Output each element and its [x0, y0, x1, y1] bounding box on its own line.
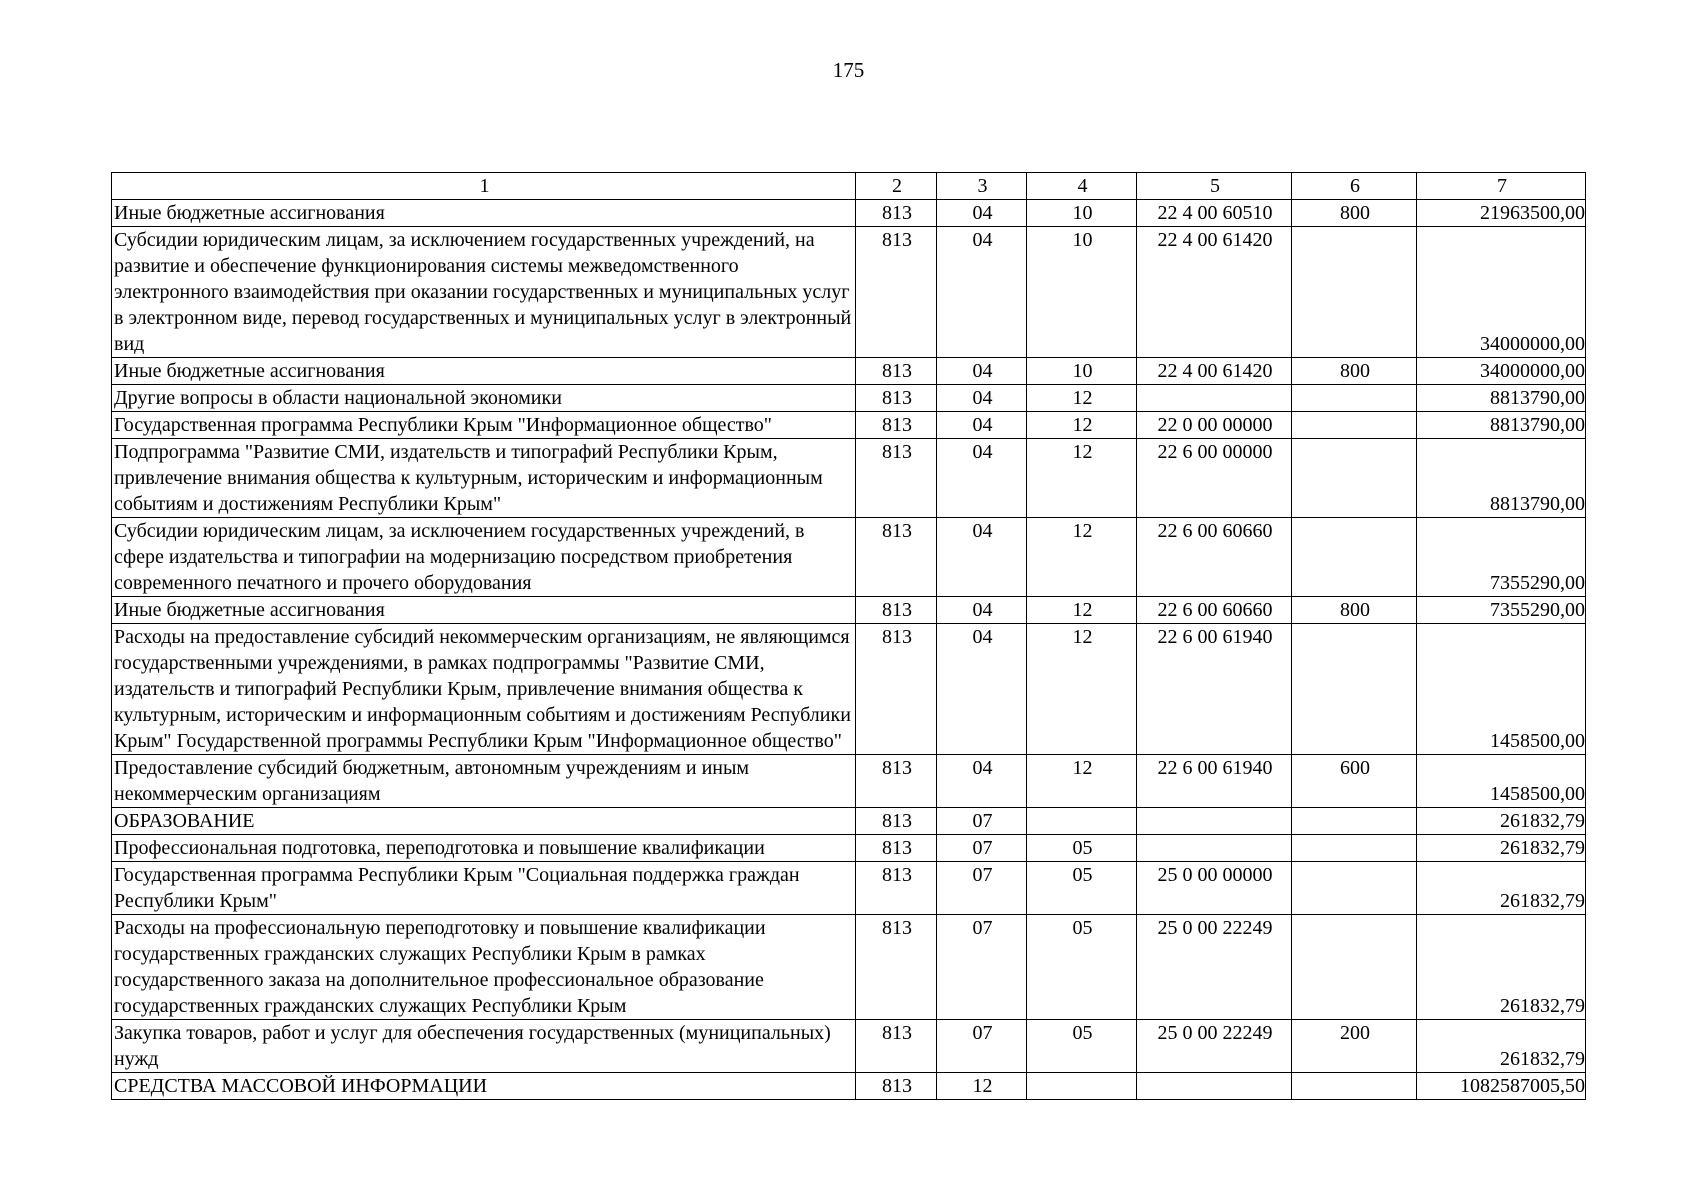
- subsection-code: 10: [1027, 200, 1137, 227]
- section-code: 04: [937, 385, 1027, 412]
- column-number-row: [112, 173, 1586, 200]
- row-description: Закупка товаров, работ и услуг для обеспечения государственных (муниципальных) нужд: [112, 1020, 856, 1073]
- column-number: 5: [1137, 173, 1292, 200]
- ministry-code: 813: [856, 862, 937, 915]
- row-description: Иные бюджетные ассигнования: [112, 200, 856, 227]
- target-article-code: 22 6 00 60660: [1137, 597, 1292, 624]
- amount: 1458500,00: [1417, 755, 1586, 808]
- row-description: Предоставление субсидий бюджетным, автономным учреждениям и иным некоммерческим организациям: [112, 755, 856, 808]
- expense-type-code: [1292, 412, 1417, 439]
- target-article-code: 22 6 00 61940: [1137, 755, 1292, 808]
- column-number: 7: [1417, 173, 1586, 200]
- section-code: 07: [937, 1020, 1027, 1073]
- ministry-code: 813: [856, 597, 937, 624]
- section-code: 04: [937, 624, 1027, 755]
- subsection-code: 12: [1027, 755, 1137, 808]
- amount: 261832,79: [1417, 1020, 1586, 1073]
- expense-type-code: 800: [1292, 597, 1417, 624]
- section-code: 12: [937, 1073, 1027, 1100]
- table-row: [112, 1020, 1586, 1073]
- ministry-code: 813: [856, 385, 937, 412]
- amount: 1458500,00: [1417, 624, 1586, 755]
- amount: 7355290,00: [1417, 597, 1586, 624]
- target-article-code: 25 0 00 22249: [1137, 1020, 1292, 1073]
- row-description: Иные бюджетные ассигнования: [112, 597, 856, 624]
- section-code: 07: [937, 808, 1027, 835]
- expense-type-code: [1292, 518, 1417, 597]
- subsection-code: 05: [1027, 862, 1137, 915]
- row-description: Расходы на предоставление субсидий некоммерческим организациям, не являющимся государственными учреждениями, в рамках подпрограммы "Развитие СМИ, издательств и типографий Республики Крым, привлечение внимания общества к культурным, историческим и информационным событиям и достижениям Республики Крым" Государственной программы Республики Крым "Информационное общество": [112, 624, 856, 755]
- ministry-code: 813: [856, 518, 937, 597]
- row-description: Государственная программа Республики Крым "Информационное общество": [112, 412, 856, 439]
- section-code: 07: [937, 915, 1027, 1020]
- target-article-code: 22 4 00 61420: [1137, 227, 1292, 358]
- table-body: [112, 200, 1586, 1100]
- target-article-code: 22 6 00 60660: [1137, 518, 1292, 597]
- row-description: СРЕДСТВА МАССОВОЙ ИНФОРМАЦИИ: [112, 1073, 856, 1100]
- section-code: 04: [937, 227, 1027, 358]
- row-description: Профессиональная подготовка, переподготовка и повышение квалификации: [112, 835, 856, 862]
- ministry-code: 813: [856, 835, 937, 862]
- row-description: Иные бюджетные ассигнования: [112, 358, 856, 385]
- amount: 7355290,00: [1417, 518, 1586, 597]
- ministry-code: 813: [856, 200, 937, 227]
- table-row: [112, 200, 1586, 227]
- amount: 8813790,00: [1417, 385, 1586, 412]
- expense-type-code: [1292, 1073, 1417, 1100]
- ministry-code: 813: [856, 412, 937, 439]
- target-article-code: [1137, 808, 1292, 835]
- section-code: 04: [937, 200, 1027, 227]
- subsection-code: 05: [1027, 915, 1137, 1020]
- target-article-code: 22 0 00 00000: [1137, 412, 1292, 439]
- expense-type-code: [1292, 915, 1417, 1020]
- amount: 261832,79: [1417, 835, 1586, 862]
- row-description: ОБРАЗОВАНИЕ: [112, 808, 856, 835]
- target-article-code: 22 4 00 61420: [1137, 358, 1292, 385]
- amount: 1082587005,50: [1417, 1073, 1586, 1100]
- ministry-code: 813: [856, 915, 937, 1020]
- amount: 261832,79: [1417, 862, 1586, 915]
- table-row: [112, 597, 1586, 624]
- table-row: [112, 439, 1586, 518]
- ministry-code: 813: [856, 439, 937, 518]
- row-description: Субсидии юридическим лицам, за исключением государственных учреждений, в сфере издательства и типографии на модернизацию посредством приобретения современного печатного и прочего оборудования: [112, 518, 856, 597]
- row-description: Подпрограмма "Развитие СМИ, издательств и типографий Республики Крым, привлечение внимания общества к культурным, историческим и информационным событиям и достижениям Республики Крым": [112, 439, 856, 518]
- target-article-code: [1137, 1073, 1292, 1100]
- ministry-code: 813: [856, 624, 937, 755]
- table-row: [112, 385, 1586, 412]
- amount: 261832,79: [1417, 808, 1586, 835]
- subsection-code: 12: [1027, 518, 1137, 597]
- table-row: [112, 227, 1586, 358]
- table-row: [112, 358, 1586, 385]
- subsection-code: 05: [1027, 1020, 1137, 1073]
- column-number: 1: [112, 173, 856, 200]
- table-row: [112, 755, 1586, 808]
- table-row: [112, 624, 1586, 755]
- expense-type-code: [1292, 385, 1417, 412]
- table-row: [112, 915, 1586, 1020]
- expense-type-code: [1292, 862, 1417, 915]
- expense-type-code: [1292, 835, 1417, 862]
- subsection-code: 12: [1027, 385, 1137, 412]
- row-description: Субсидии юридическим лицам, за исключением государственных учреждений, на развитие и обеспечение функционирования системы межведомственного электронного взаимодействия при оказании государственных и муниципальных услуг в электронном виде, перевод государственных и муниципальных услуг в электронный вид: [112, 227, 856, 358]
- section-code: 07: [937, 862, 1027, 915]
- table-row: [112, 1073, 1586, 1100]
- section-code: 04: [937, 358, 1027, 385]
- amount: 261832,79: [1417, 915, 1586, 1020]
- column-number: 4: [1027, 173, 1137, 200]
- subsection-code: [1027, 1073, 1137, 1100]
- section-code: 04: [937, 518, 1027, 597]
- section-code: 04: [937, 412, 1027, 439]
- table-row: [112, 518, 1586, 597]
- table-row: [112, 835, 1586, 862]
- table-row: [112, 808, 1586, 835]
- amount: 8813790,00: [1417, 412, 1586, 439]
- subsection-code: 10: [1027, 358, 1137, 385]
- section-code: 04: [937, 755, 1027, 808]
- amount: 34000000,00: [1417, 358, 1586, 385]
- page-number: 175: [832, 58, 865, 82]
- subsection-code: 12: [1027, 412, 1137, 439]
- expense-type-code: 200: [1292, 1020, 1417, 1073]
- target-article-code: 22 6 00 61940: [1137, 624, 1292, 755]
- target-article-code: [1137, 385, 1292, 412]
- amount: 34000000,00: [1417, 227, 1586, 358]
- expense-type-code: [1292, 624, 1417, 755]
- column-number: 2: [856, 173, 937, 200]
- expense-type-code: [1292, 227, 1417, 358]
- expense-type-code: 800: [1292, 200, 1417, 227]
- section-code: 04: [937, 439, 1027, 518]
- ministry-code: 813: [856, 1073, 937, 1100]
- subsection-code: 12: [1027, 597, 1137, 624]
- subsection-code: 12: [1027, 439, 1137, 518]
- amount: 21963500,00: [1417, 200, 1586, 227]
- target-article-code: 22 6 00 00000: [1137, 439, 1292, 518]
- table-row: [112, 412, 1586, 439]
- target-article-code: 25 0 00 22249: [1137, 915, 1292, 1020]
- expense-type-code: 800: [1292, 358, 1417, 385]
- row-description: Другие вопросы в области национальной экономики: [112, 385, 856, 412]
- ministry-code: 813: [856, 358, 937, 385]
- budget-table: [111, 172, 1586, 1100]
- section-code: 07: [937, 835, 1027, 862]
- ministry-code: 813: [856, 808, 937, 835]
- target-article-code: 22 4 00 60510: [1137, 200, 1292, 227]
- expense-type-code: [1292, 439, 1417, 518]
- subsection-code: [1027, 808, 1137, 835]
- section-code: 04: [937, 597, 1027, 624]
- subsection-code: 10: [1027, 227, 1137, 358]
- expense-type-code: [1292, 808, 1417, 835]
- row-description: Государственная программа Республики Крым "Социальная поддержка граждан Республики Крым": [112, 862, 856, 915]
- subsection-code: 12: [1027, 624, 1137, 755]
- ministry-code: 813: [856, 227, 937, 358]
- target-article-code: 25 0 00 00000: [1137, 862, 1292, 915]
- table-row: [112, 862, 1586, 915]
- ministry-code: 813: [856, 1020, 937, 1073]
- row-description: Расходы на профессиональную переподготовку и повышение квалификации государственных гражданских служащих Республики Крым в рамках государственного заказа на дополнительное профессиональное образование государственных гражданских служащих Республики Крым: [112, 915, 856, 1020]
- amount: 8813790,00: [1417, 439, 1586, 518]
- target-article-code: [1137, 835, 1292, 862]
- column-number: 6: [1292, 173, 1417, 200]
- column-number: 3: [937, 173, 1027, 200]
- ministry-code: 813: [856, 755, 937, 808]
- expense-type-code: 600: [1292, 755, 1417, 808]
- subsection-code: 05: [1027, 835, 1137, 862]
